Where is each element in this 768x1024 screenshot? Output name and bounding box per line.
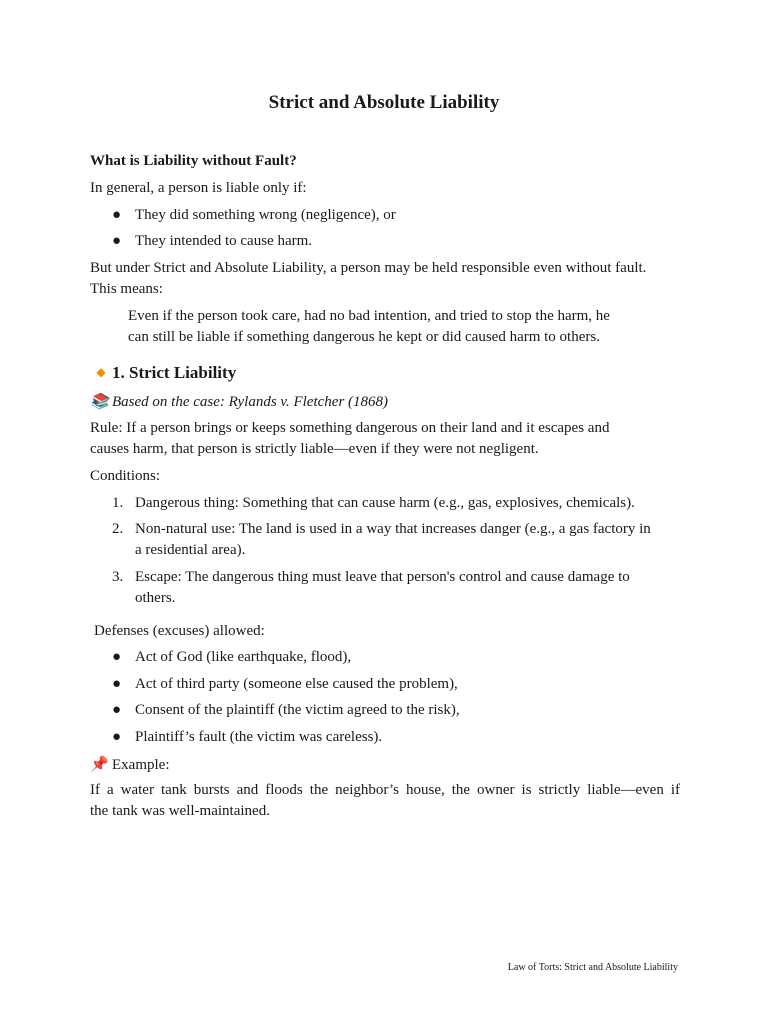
list-item-text: others.: [135, 590, 176, 606]
books-icon: 📚: [90, 392, 109, 410]
bullet-icon: ●: [112, 207, 122, 223]
intro-heading: What is Liability without Fault?: [90, 153, 297, 169]
list-number: 2.: [112, 521, 124, 537]
list-number: 1.: [112, 495, 124, 511]
pushpin-icon: 📌: [90, 755, 109, 773]
list-number: 3.: [112, 569, 124, 585]
intro-lead: In general, a person is liable only if:: [90, 180, 307, 196]
list-item-text: Non-natural use: The land is used in a way that increases danger (e.g., a gas factory in: [135, 521, 651, 537]
list-item-text: a residential area).: [135, 542, 246, 558]
list-item-text: Dangerous thing: Something that can cause harm (e.g., gas, explosives, chemicals).: [135, 495, 635, 511]
orange-diamond-icon: ◆: [96, 365, 106, 379]
defenses-label: Defenses (excuses) allowed:: [94, 623, 265, 639]
example-line-2: the tank was well-maintained.: [90, 803, 270, 819]
section-heading: ◆ 1. Strict Liability: [90, 362, 680, 383]
conditions-label: Conditions:: [90, 468, 161, 484]
page-footer: Law of Torts: Strict and Absolute Liability: [507, 962, 678, 973]
bullet-icon: ●: [112, 676, 122, 692]
quote-line-1: Even if the person took care, had no bad intention, and tried to stop the harm, he: [128, 308, 610, 324]
list-item-text: They did something wrong (negligence), or: [135, 207, 396, 223]
rule-line-1: Rule: If a person brings or keeps something dangerous on their land and it escapes and: [90, 420, 610, 436]
but-line-1: But under Strict and Absolute Liability, a person may be held responsible even without fault.: [90, 260, 647, 276]
bullet-icon: ●: [112, 702, 122, 718]
bullet-icon: ●: [112, 729, 122, 745]
list-item-text: Consent of the plaintiff (the victim agreed to the risk),: [135, 702, 460, 718]
quote-line-2: can still be liable if something dangerous he kept or did caused harm to others.: [128, 329, 600, 345]
list-item-text: Plaintiff’s fault (the victim was careless).: [135, 729, 383, 745]
bullet-icon: ●: [112, 233, 122, 249]
case-reference: 📚 Based on the case: Rylands v. Fletcher (1868): [90, 392, 389, 410]
bullet-icon: ●: [112, 649, 122, 665]
example-line-1: If a water tank bursts and floods the neighbor’s house, the owner is strictly liable—even if: [90, 782, 680, 798]
list-item-text: Act of third party (someone else caused the problem),: [135, 676, 458, 692]
but-line-2: This means:: [90, 281, 163, 297]
list-item-text: Escape: The dangerous thing must leave that person's control and cause damage to: [135, 569, 630, 585]
page-title: Strict and Absolute Liability: [268, 92, 500, 113]
rule-line-2: causes harm, that person is strictly liable—even if they were not negligent.: [90, 441, 539, 457]
list-item-text: Act of God (like earthquake, flood),: [135, 649, 352, 665]
list-item-text: They intended to cause harm.: [135, 233, 313, 249]
example-label: 📌 Example:: [90, 755, 170, 773]
